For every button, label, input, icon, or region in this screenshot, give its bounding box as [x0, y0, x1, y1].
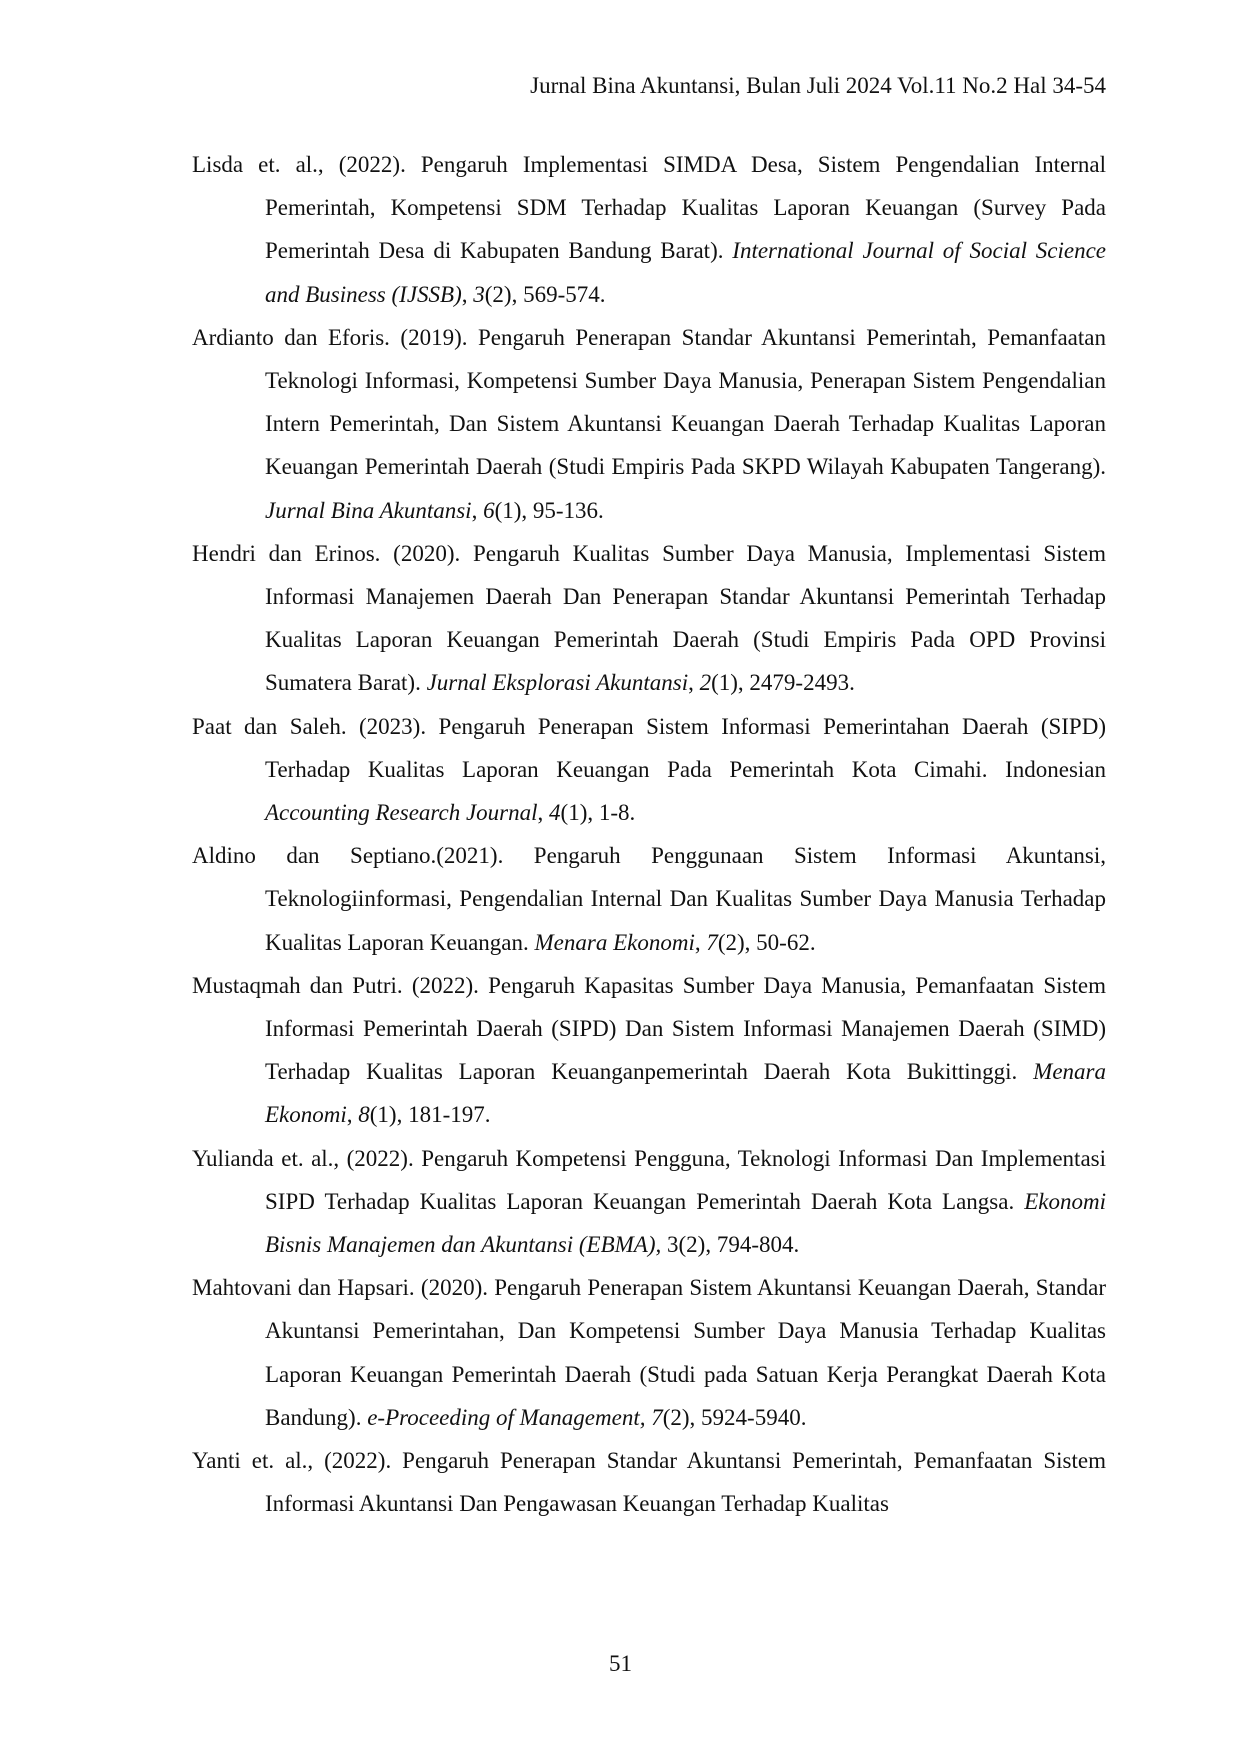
reference-text: Paat dan Saleh. (2023). Pengaruh Penerapan Sistem Informasi Pemerintahan Daerah (SIPD) Terhadap Kualitas Laporan Keuangan Pada Pemerintah Kota Cimahi. Indonesian: [192, 713, 1106, 782]
issue-pages: (2), 569-574.: [484, 281, 606, 307]
journal-title: Menara Ekonomi: [534, 929, 695, 955]
reference-entry: [192, 964, 1106, 1137]
reference-text: Hendri dan Erinos. (2020). Pengaruh Kualitas Sumber Daya Manusia, Implementasi Sistem Informasi Manajemen Daerah Dan Penerapan Standar Akuntansi Pemerintah Terhadap Kualitas Laporan Keuangan Pemerintah Daerah (Studi Empiris Pada OPD Provinsi Sumatera Barat).: [192, 540, 1106, 696]
issue-pages: (2), 5924-5940.: [662, 1404, 807, 1430]
reference-entry: [192, 1439, 1106, 1525]
reference-entry: [192, 532, 1106, 705]
reference-text: Lisda et. al., (2022). Pengaruh Implementasi SIMDA Desa, Sistem Pengendalian Internal Pemerintah, Kompetensi SDM Terhadap Kualitas Laporan Keuangan (Survey Pada Pemerintah Desa di Kabupaten Bandung Barat).: [192, 152, 1106, 264]
reference-entry: [192, 316, 1106, 532]
volume: 3: [473, 281, 485, 307]
separator: ,: [461, 281, 474, 307]
reference-text: Ardianto dan Eforis. (2019). Pengaruh Penerapan Standar Akuntansi Pemerintah, Pemanfaatan Teknologi Informasi, Kompetensi Sumber Daya Manusia, Penerapan Sistem Pengendalian Intern Pemerintah, Dan Sistem Akuntansi Keuangan Daerah Terhadap Kualitas Laporan Keuangan Pemerintah Daerah (Studi Empiris Pada SKPD Wilayah Kabupaten Tangerang).: [192, 324, 1106, 480]
issue-pages: (1), 181-197.: [369, 1102, 491, 1128]
journal-title: Jurnal Eksplorasi Akuntansi: [426, 670, 689, 696]
journal-title: International Journal of Social Science and Business (IJSSB): [265, 238, 1106, 307]
volume: 4: [549, 800, 561, 826]
reference-entry: [192, 834, 1106, 964]
reference-text: Mustaqmah dan Putri. (2022). Pengaruh Kapasitas Sumber Daya Manusia, Pemanfaatan Sistem Informasi Pemerintah Daerah (SIPD) Dan Sistem Informasi Manajemen Daerah (SIMD) Terhadap Kualitas Laporan Keuanganpemerintah Daerah Kota Bukittinggi.: [192, 972, 1106, 1085]
journal-title: Jurnal Bina Akuntansi: [265, 497, 472, 523]
separator: ,: [537, 800, 550, 826]
separator: ,: [346, 1102, 359, 1128]
reference-entry: [192, 1137, 1106, 1267]
issue-pages: (1), 95-136.: [494, 497, 604, 523]
volume: 2: [699, 670, 712, 696]
journal-title: Ekonomi Bisnis Manajemen dan Akuntansi (EBMA),: [265, 1188, 1106, 1258]
reference-text: Aldino dan Septiano.(2021). Pengaruh Penggunaan Sistem Informasi Akuntansi, Teknologiinformasi, Pengendalian Internal Dan Kualitas Sumber Daya Manusia Terhadap Kualitas Laporan Keuangan.: [192, 843, 1106, 955]
reference-text: Yanti et. al., (2022). Pengaruh Penerapan Standar Akuntansi Pemerintah, Pemanfaatan Sistem Informasi Akuntansi Dan Pengawasan Keuangan Terhadap Kualitas: [192, 1448, 1106, 1517]
reference-text: Mahtovani dan Hapsari. (2020). Pengaruh Penerapan Sistem Akuntansi Keuangan Daerah, Standar Akuntansi Pemerintahan, Dan Kompetensi Sumber Daya Manusia Terhadap Kualitas Laporan Keuangan Pemerintah Daerah (Studi pada Satuan Kerja Perangkat Daerah Kota Bandung).: [192, 1275, 1106, 1430]
separator: ,: [471, 497, 484, 523]
issue-pages: (1), 2479-2493.: [711, 670, 855, 696]
journal-title: e-Proceeding of Management, 7: [367, 1404, 663, 1430]
separator: ,: [688, 670, 700, 696]
issue-pages: (2), 50-62.: [717, 929, 816, 955]
volume: 7: [706, 929, 718, 955]
volume: 3: [667, 1232, 679, 1258]
journal-title: Accounting Research Journal: [265, 800, 538, 826]
reference-list: [192, 143, 1106, 1526]
running-header: Jurnal Bina Akuntansi, Bulan Juli 2024 Vol.11 No.2 Hal 34-54: [530, 73, 1106, 98]
reference-text: Yulianda et. al., (2022). Pengaruh Kompetensi Pengguna, Teknologi Informasi Dan Implementasi SIPD Terhadap Kualitas Laporan Keuangan Pemerintah Daerah Kota Langsa.: [192, 1145, 1106, 1214]
reference-entry: [192, 1266, 1106, 1439]
volume: 8: [358, 1102, 370, 1128]
issue-pages: (1), 1-8.: [560, 800, 636, 826]
issue-pages: (2), 794-804.: [678, 1232, 800, 1258]
volume: 6: [483, 497, 495, 523]
reference-entry: [192, 705, 1106, 835]
journal-title: Menara Ekonomi: [265, 1059, 1106, 1128]
reference-entry: [192, 143, 1106, 316]
page-number: 51: [609, 1651, 632, 1676]
separator: ,: [694, 929, 707, 955]
